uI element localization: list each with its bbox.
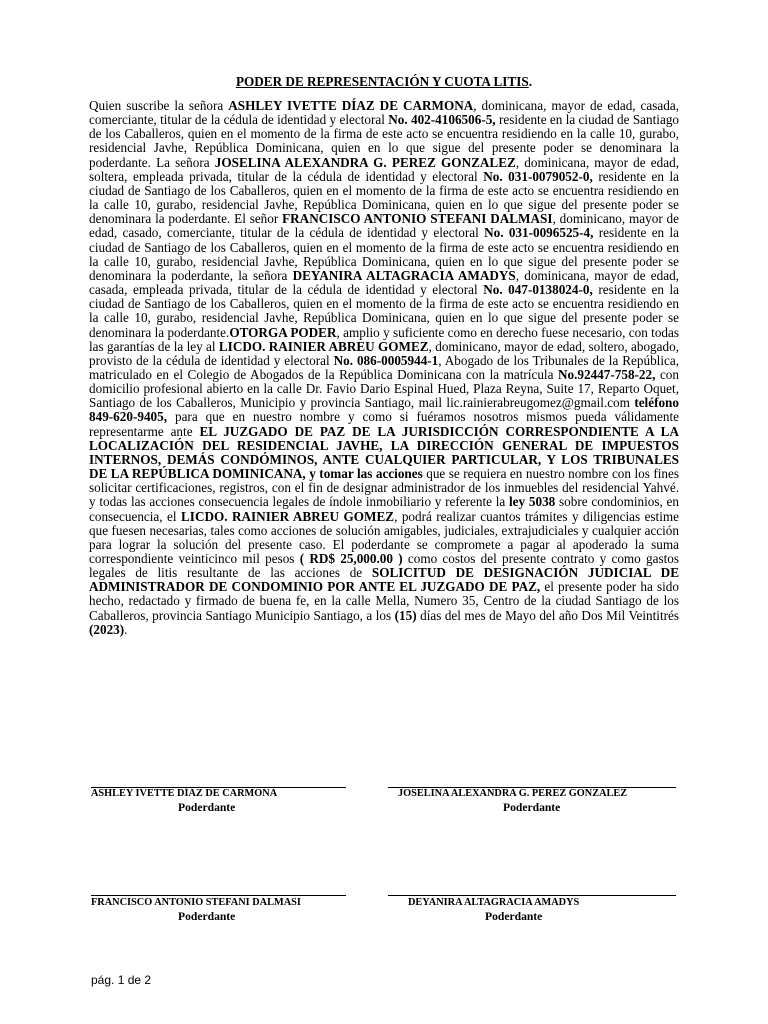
- bold-text-run: EL JUZGADO DE PAZ DE LA JURISDICCIÓN CORRESPONDIENTE A LA LOCALIZACIÓN DEL RESIDENCIAL JAVHE, LA DIRECCIÓN GENERAL DE IMPUESTOS INTERNOS, DEMÁS CONDÓMINOS, ANTE CUALQUIER PARTICULAR, Y LOS TRIBUNALES DE LA REPÚBLICA DOMINICANA, y tomar las acciones: [89, 423, 679, 482]
- bold-text-run: No. 031-0096525-4,: [484, 225, 594, 241]
- signatory-role: Poderdante: [178, 801, 236, 814]
- bold-text-run: ASHLEY IVETTE DÍAZ DE CARMONA: [228, 98, 474, 113]
- text-run: .: [124, 621, 128, 637]
- text-run: residente en la ciudad de Santiago de los Caballeros, quien en el momento de la firma de este acto se encuentra residiendo en la calle 10, gurabo, residencial Javhe, República Dominicana, quien en lo que sigue del presente poder se denominara la poderdante, la señora: [89, 225, 679, 283]
- signatory-role: Poderdante: [485, 910, 543, 923]
- signature-line: [388, 895, 676, 896]
- signatory-name: FRANCISCO ANTONIO STEFANI DALMASI: [91, 897, 301, 908]
- signatory-name: DEYANIRA ALTAGRACIA AMADYS: [408, 897, 580, 908]
- signatory-name: JOSELINA ALEXANDRA G. PEREZ GONZALEZ: [398, 788, 628, 799]
- bold-text-run: No. 031-0079052-0,: [483, 168, 593, 184]
- bold-text-run: (15): [394, 607, 417, 623]
- page-number: pág. 1 de 2: [91, 973, 152, 987]
- signatory-role: Poderdante: [178, 910, 236, 923]
- bold-text-run: ley 5038: [509, 494, 556, 510]
- document-title: PODER DE REPRESENTACIÓN Y CUOTA LITIS.: [235, 74, 533, 89]
- text-run: residente en la ciudad de Santiago de los Caballeros, quien en el momento de la firma de este acto se encuentra residiendo en la calle 10, gurabo, residencial Javhe, República Dominicana, quien en lo que sigue del presente poder se denominara la poderdante. La señora: [89, 112, 680, 170]
- bold-text-run: (2023): [89, 621, 125, 637]
- bold-text-run: No. 047-0138024-0,: [483, 282, 593, 298]
- text-run: , podrá realizar cuantos trámites y diligencias estime que fuesen necesarias, tales como acciones de solución amigables, judiciales, extrajudiciales y cualquier acción para lograr la solución del presente caso. El poderdante se compromete a pagar al apoderado la suma correspondiente veinticinco mil pesos: [89, 508, 679, 566]
- bold-text-run: DEYANIRA ALTAGRACIA AMADYS: [292, 267, 516, 283]
- bold-text-run: ( RD$ 25,000.00 ): [299, 551, 403, 566]
- text-run: , dominicano, mayor de edad, casado, comerciante, titular de la cédula de identidad y electoral: [89, 211, 679, 241]
- text-run: días del mes de Mayo del año Dos Mil Veintitrés: [416, 607, 679, 623]
- text-run: el presente poder ha sido hecho, redactado y firmado de buena fe, en la calle Mella, Numero 35, Centro de la ciudad Santiago de los Caballeros, provincia Santiago Municipio Santiago, a los: [89, 579, 679, 623]
- text-run: Quien suscribe la señora: [89, 98, 229, 113]
- bold-text-run: FRANCISCO ANTONIO STEFANI DALMASI: [282, 211, 553, 227]
- text-run: , dominicana, mayor de edad, casada, comerciante, titular de la cédula de identidad y electoral: [89, 98, 679, 128]
- text-run: , dominicana, mayor de edad, soltera, empleada privada, titular de la cédula de identidad y electoral: [89, 154, 679, 184]
- bold-text-run: teléfono 849-620-9405,: [89, 395, 679, 425]
- bold-text-run: LICDO. RAINIER ABREU GOMEZ: [218, 338, 429, 354]
- text-run: , dominicano, mayor de edad, soltero, abogado, provisto de la cédula de identidad y electoral: [89, 338, 679, 368]
- text-run: como costos del presente contrato y como gastos legales de litis resultante de las acciones de: [89, 551, 679, 581]
- text-run: residente en la ciudad de Santiago de los Caballeros, quien en el momento de la firma de este acto se encuentra residiendo en la calle 10, gurabo, residencial Javhe, República Dominicana, quien en lo que sigue del presente poder se denominara la poderdante. El señor: [89, 168, 679, 227]
- text-run: , amplio y suficiente como en derecho fuese necesario, con todas las garantías de la ley al: [89, 324, 679, 354]
- bold-text-run: No. 086-0005944-1: [333, 352, 439, 368]
- text-run: para que en nuestro nombre y como si fuéramos nosotros mismos pueda válidamente representarme ante: [89, 409, 679, 439]
- text-run: con domicilio profesional abierto en la calle Dr. Favio Dario Espinal Hued, Plaza Reyna, Suite 17, Reparto Oquet, Santiago de los Caballeros, Municipio y provincia Santiago, mail lic.rainierabreugomez@gmail.com: [89, 366, 679, 411]
- bold-text-run: JOSELINA ALEXANDRA G. PEREZ GONZALEZ: [214, 154, 516, 170]
- text-run: , Abogado de los Tribunales de la República, matriculado en el Colegio de Abogados de la República Dominicana con la matrícula: [89, 352, 680, 382]
- title-period: .: [528, 74, 533, 89]
- text-run: residente en la ciudad de Santiago de los Caballeros, quien en el momento de la firma de este acto se encuentra residiendo en la calle 10, gurabo, residencial Javhe, República Dominicana, quien en lo que sigue del presente poder se denominara la poderdante.: [89, 282, 679, 340]
- text-run: que se requiera en nuestro nombre con los fines solicitar certificaciones, registros, con el fin de designar administrador de los inmuebles del residencial Yahvé. y todas las acciones consecuencia legales de índole inmobiliario y referente la: [89, 466, 679, 510]
- text-run: , dominicana, mayor de edad, casada, empleada privada, titular de la cédula de identidad y electoral: [89, 267, 679, 298]
- signature-line: [91, 895, 346, 896]
- bold-text-run: No. 402-4106506-5,: [388, 112, 496, 128]
- signatory-role: Poderdante: [503, 801, 561, 814]
- signatory-name: ASHLEY IVETTE DÍAZ DE CARMONA: [91, 788, 278, 799]
- bold-text-run: No.92447-758-22,: [557, 366, 656, 382]
- text-run: sobre condominios, en consecuencia, el: [89, 494, 679, 524]
- bold-text-run: LICDO. RAINIER ABREU GOMEZ: [181, 508, 395, 524]
- body-paragraph: [89, 99, 679, 637]
- bold-text-run: OTORGA PODER: [229, 324, 337, 340]
- bold-text-run: SOLICITUD DE DESIGNACIÓN JUDICIAL DE ADMINISTRADOR DE CONDOMINIO POR ANTE EL JUZGADO DE PAZ,: [89, 565, 679, 595]
